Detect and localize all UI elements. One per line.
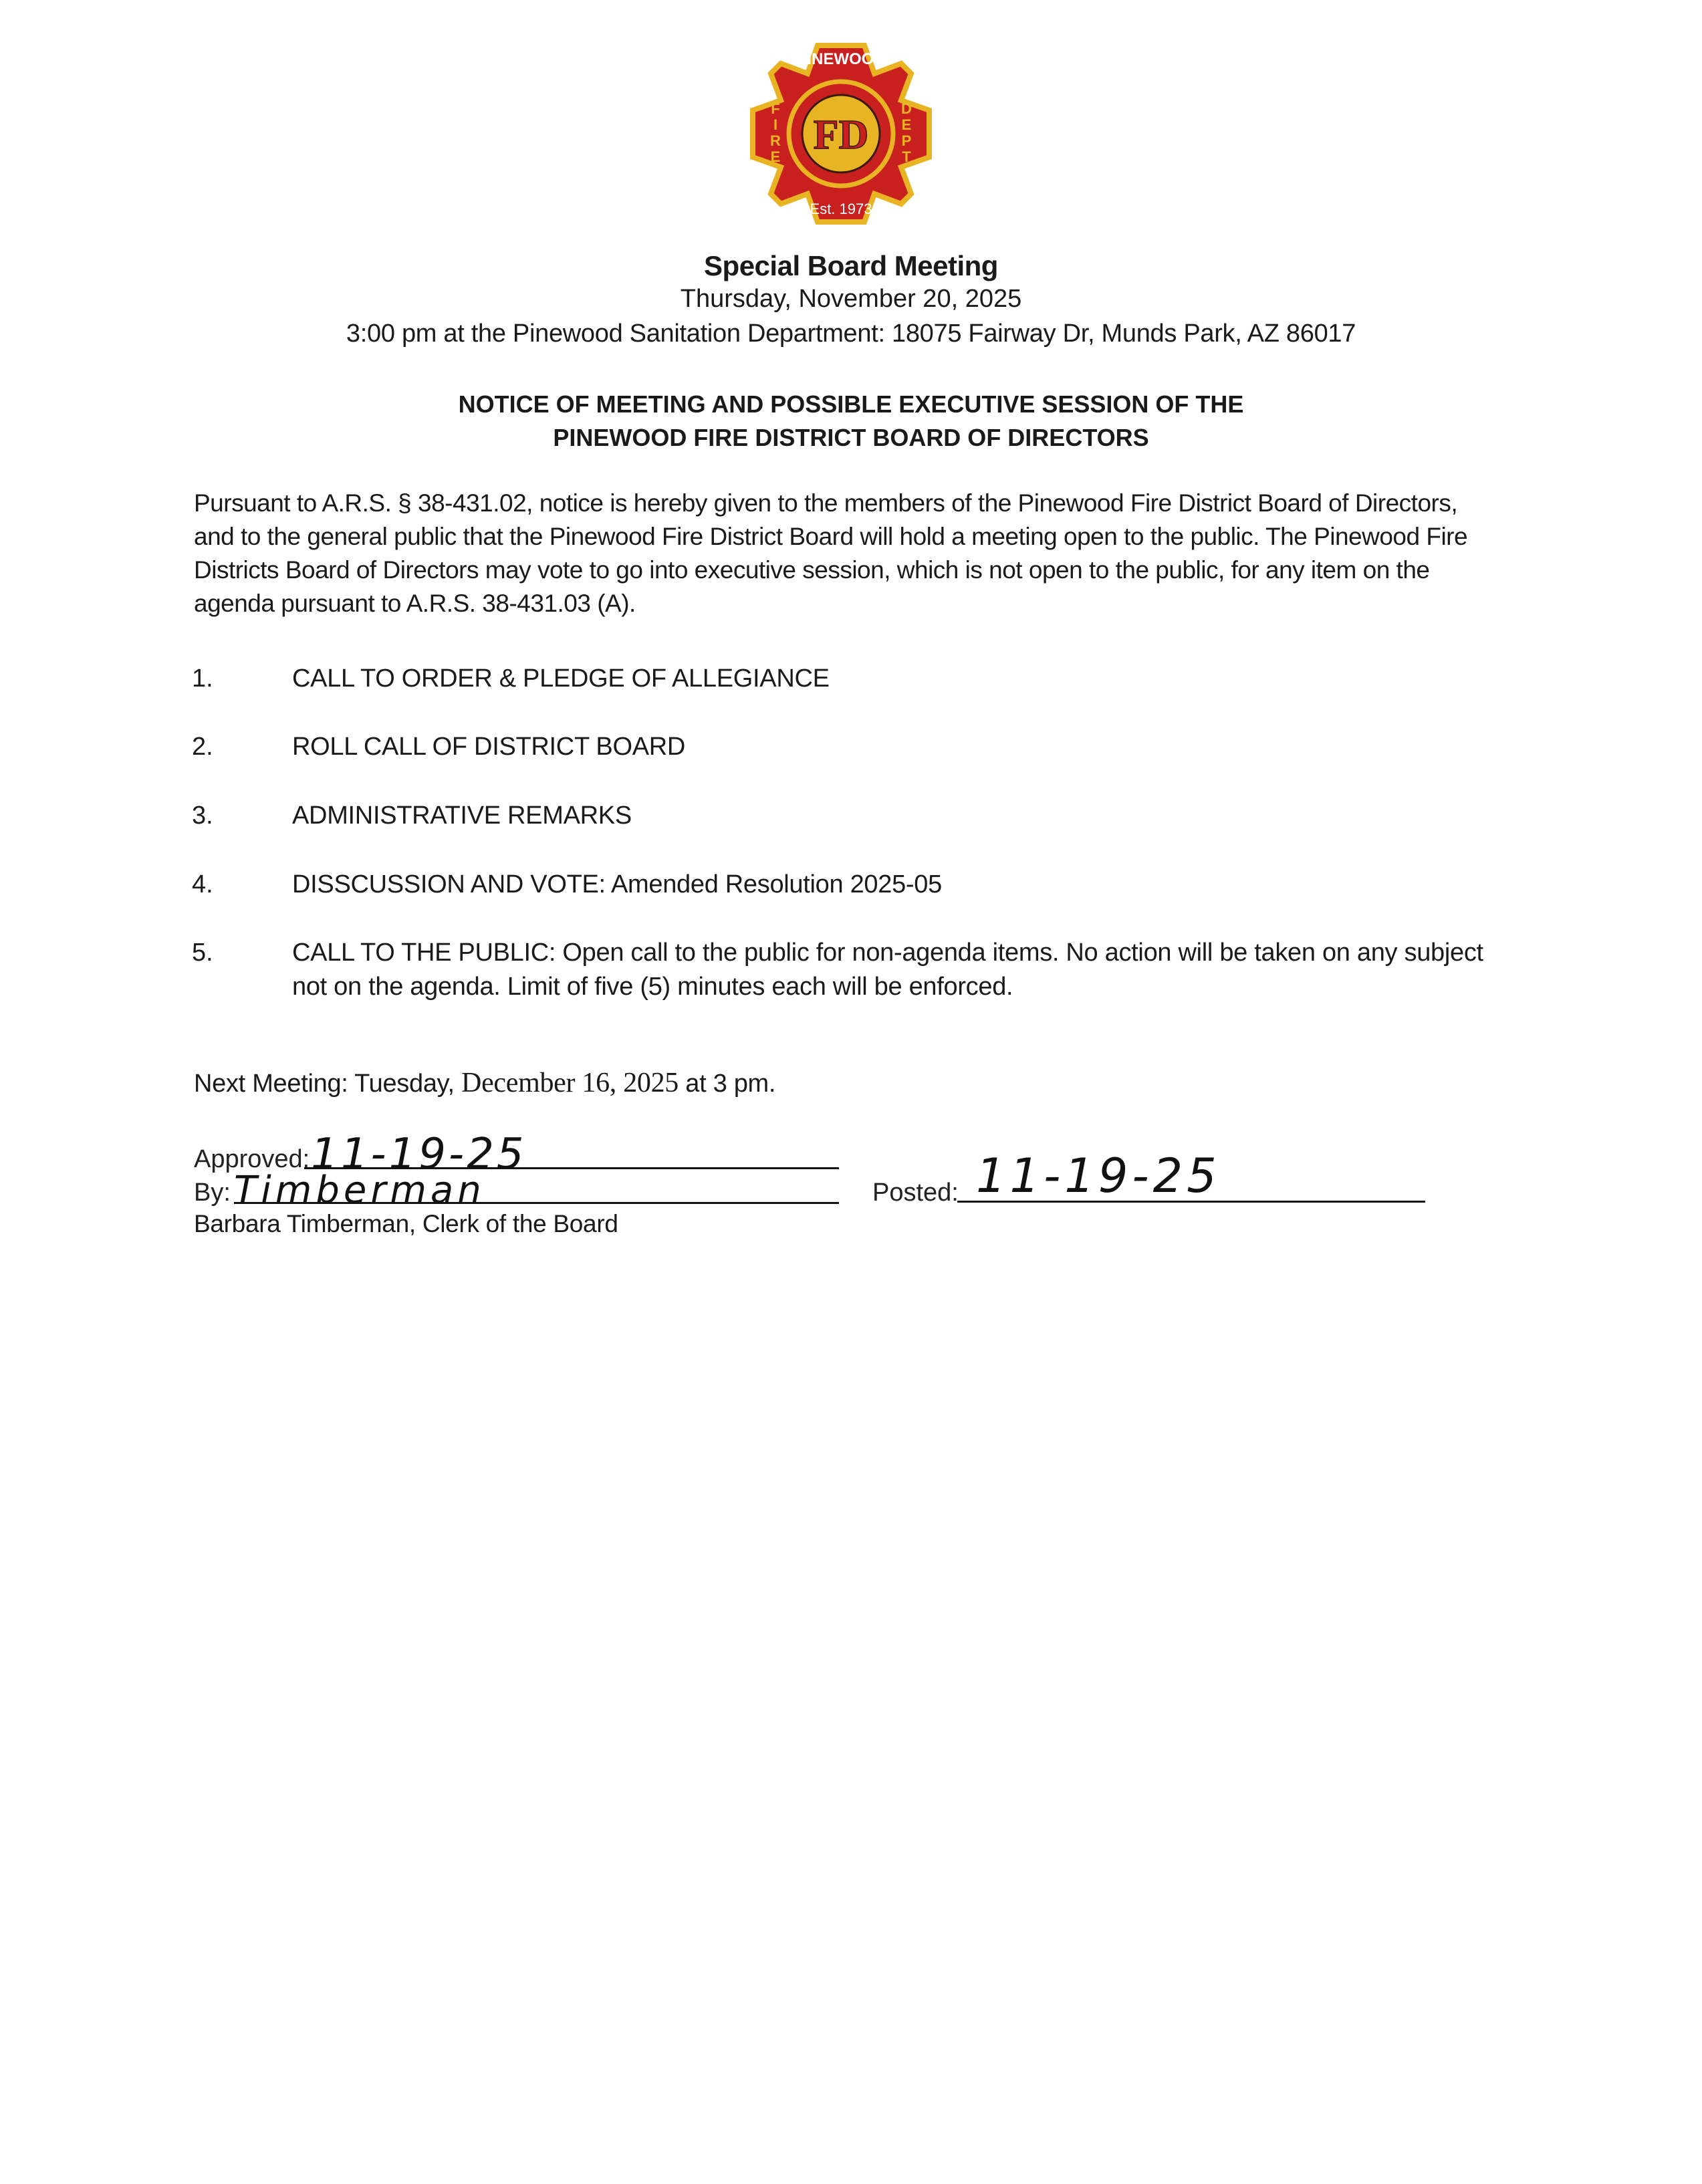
clerk-name: Barbara Timberman, Clerk of the Board bbox=[194, 1210, 618, 1237]
intro-paragraph bbox=[194, 487, 1497, 620]
logo-top-text: PINEWOOD bbox=[796, 50, 886, 68]
notice-heading-line-1: NOTICE OF MEETING AND POSSIBLE EXECUTIVE SESSION OF THE bbox=[458, 390, 1244, 418]
agenda-item-number: 5. bbox=[192, 939, 213, 967]
paragraph-line: and to the general public that the Pinewood Fire District Board will hold a meeting open to the public. The Pinewood Fire bbox=[194, 523, 1468, 550]
notice-heading bbox=[0, 388, 1702, 455]
next-meeting-date: December 16, 2025 bbox=[461, 1068, 679, 1098]
meeting-date: Thursday, November 20, 2025 bbox=[680, 285, 1022, 313]
approved-label: Approved: bbox=[194, 1145, 310, 1173]
fire-department-logo bbox=[741, 33, 941, 234]
logo-monogram: FD bbox=[813, 112, 869, 158]
by-signature-line bbox=[234, 1202, 839, 1204]
clerk-signature: Timberman bbox=[234, 1169, 485, 1212]
meeting-title: Special Board Meeting bbox=[704, 250, 998, 281]
agenda-item-text: CALL TO ORDER & PLEDGE OF ALLEGIANCE bbox=[292, 664, 830, 693]
next-meeting-prefix: Next Meeting: Tuesday, bbox=[194, 1070, 462, 1098]
posted-signature-line bbox=[957, 1201, 1425, 1203]
agenda-item-text-line: not on the agenda. Limit of five (5) minutes each will be enforced. bbox=[292, 973, 1013, 1001]
agenda-item-text: ADMINISTRATIVE REMARKS bbox=[292, 802, 632, 830]
posted-label: Posted: bbox=[872, 1179, 959, 1207]
agenda-item-number: 2. bbox=[192, 733, 213, 761]
agenda-item-text: ROLL CALL OF DISTRICT BOARD bbox=[292, 733, 686, 761]
agenda-item-number: 4. bbox=[192, 870, 213, 898]
next-meeting bbox=[194, 1067, 775, 1099]
notice-heading-line-2: PINEWOOD FIRE DISTRICT BOARD OF DIRECTORS bbox=[553, 424, 1149, 451]
agenda-item-text-line: CALL TO THE PUBLIC: Open call to the public for non-agenda items. No action will be taken on any subject bbox=[292, 939, 1483, 967]
logo-left-text: F I R E bbox=[770, 100, 781, 165]
agenda-item-text bbox=[292, 936, 1509, 1004]
agenda-item-number: 1. bbox=[192, 664, 213, 693]
posted-date-handwritten: 11-19-25 bbox=[976, 1148, 1221, 1203]
by-label: By: bbox=[194, 1179, 231, 1207]
paragraph-line: agenda pursuant to A.R.S. 38-431.03 (A). bbox=[194, 590, 636, 617]
agenda-item-text: DISSCUSSION AND VOTE: Amended Resolution 2025-05 bbox=[292, 870, 942, 898]
agenda-item-number: 3. bbox=[192, 802, 213, 830]
next-meeting-suffix: at 3 pm. bbox=[679, 1070, 776, 1098]
approved-date-handwritten: 11-19-25 bbox=[311, 1130, 527, 1179]
logo-right-text: D E P T bbox=[901, 100, 912, 165]
meeting-location: 3:00 pm at the Pinewood Sanitation Department: 18075 Fairway Dr, Munds Park, AZ 86017 bbox=[346, 320, 1356, 348]
paragraph-line: Districts Board of Directors may vote to go into executive session, which is not open to the public, for any item on the bbox=[194, 556, 1430, 584]
logo-bottom-text: Est. 1973 bbox=[810, 201, 872, 217]
paragraph-line: Pursuant to A.R.S. § 38-431.02, notice is hereby given to the members of the Pinewood Fire District Board of Directors, bbox=[194, 489, 1458, 517]
